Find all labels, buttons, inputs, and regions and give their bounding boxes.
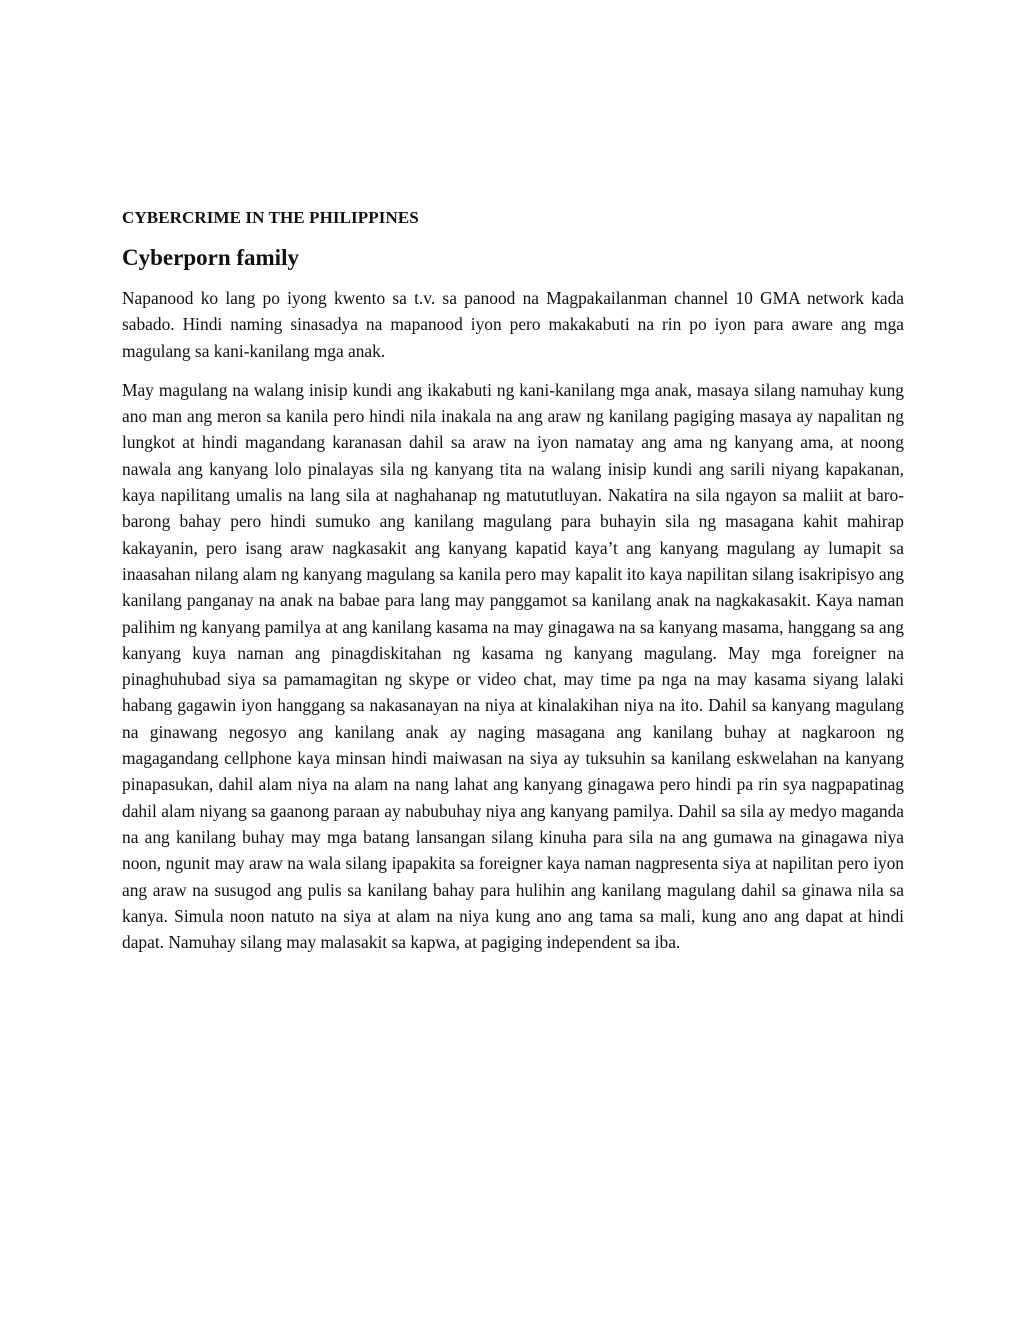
document-heading: CYBERCRIME IN THE PHILIPPINES bbox=[122, 208, 419, 227]
document-title: Cyberporn family bbox=[122, 245, 299, 270]
document-body bbox=[122, 207, 904, 955]
paragraph-story: May magulang na walang inisip kundi ang ikakabuti ng kani-kanilang mga anak, masaya silang namuhay kung ano man ang meron sa kanila pero hindi nila inakala na ang araw ng kanilang pagiging masaya ay napalitan ng lungkot at hindi magandang karanasan dahil sa araw na iyon namatay ang ama ng kanyang ama, at noong nawala ang kanyang lolo pinalayas sila ng kanyang tita na walang inisip kundi ang sarili niyang kapakanan, kaya napilitang umalis na lang sila at naghahanap ng matututluyan. Nakatira na sila ngayon sa maliit at baro-barong bahay pero hindi sumuko ang kanilang magulang para buhayin sila ng masagana kahit mahirap kakayanin, pero isang araw nagkasakit ang kanyang kapatid kaya’t ang kanyang magulang ay lumapit sa inaasahan nilang alam ng kanyang magulang sa kanila pero may kapalit ito kaya napilitan silang isakripisyo ang kanilang panganay na anak na babae para lang may panggamot sa kanilang anak na nagkakasakit. Kaya naman palihim ng kanyang pamilya at ang kanilang kasama na may ginagawa na sa kanyang masama, hanggang sa ang kanyang kuya naman ang pinagdiskitahan ng kasama ng kanyang magulang. May mga foreigner na pinaghuhubad siya sa pamamagitan ng skype or video chat, may time pa nga na may kasama siyang lalaki habang gagawin iyon hanggang sa nakasanayan na niya at kinalakihan niya na ito. Dahil sa kanyang magulang na ginawang negosyo ang kanilang anak ay naging masagana ang kanilang buhay at nagkaroon ng magagandang cellphone kaya minsan hindi maiwasan na siya ay tuksuhin sa kanilang eskwelahan na kanyang pinapasukan, dahil alam niya na alam na nang lahat ang kanyang ginagawa pero hindi pa rin sya nagpapatinag dahil alam niyang sa gaanong paraan ay nabubuhay niya ang kanyang pamilya. Dahil sa sila ay medyo maganda na ang kanilang buhay may mga batang lansangan silang kinuha para sila na ang gumawa na ginagawa niya noon, ngunit may araw na wala silang ipapakita sa foreigner kaya naman nagpresenta siya at napilitan pero iyon ang araw na susugod ang pulis sa kanilang bahay para hulihin ang kanilang magulang dahil sa ginawa nila sa kanya. Simula noon natuto na siya at alam na niya kung ano ang tama sa mali, kung ano ang dapat at hindi dapat. Namuhay silang may malasakit sa kapwa, at pagiging independent sa iba. bbox=[122, 379, 904, 953]
paragraph-intro: Napanood ko lang po iyong kwento sa t.v. sa panood na Magpakailanman channel 10 GMA network kada sabado. Hindi naming sinasadya na mapanood iyon pero makakabuti na rin po iyon para aware ang mga magulang sa kani-kanilang mga anak. bbox=[122, 288, 904, 361]
